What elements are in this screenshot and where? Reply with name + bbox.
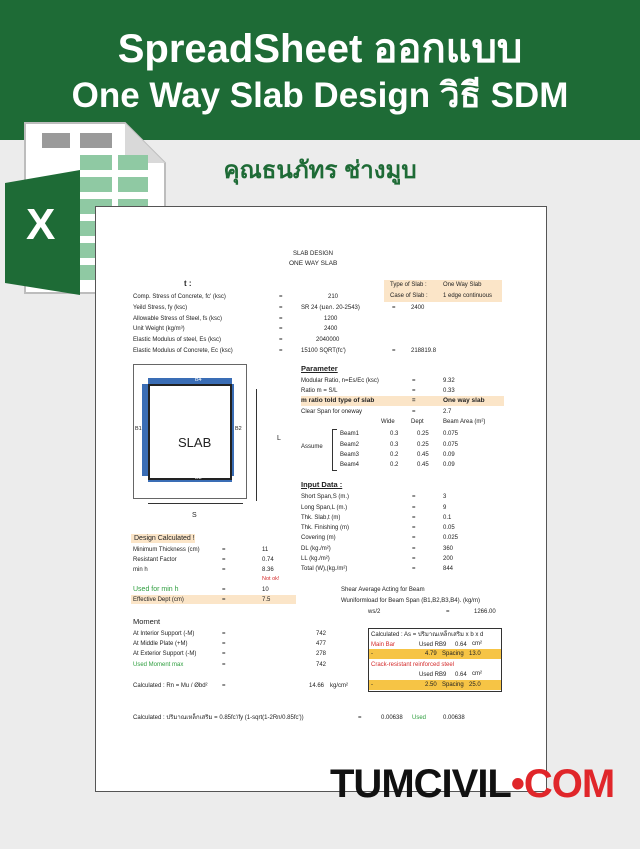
material-value: SR 24 (มอก. 20-2543) bbox=[301, 305, 360, 311]
type-of-slab-label: Type of Slab : bbox=[390, 282, 427, 288]
moment-label: Used Moment max bbox=[133, 662, 184, 668]
moment-eq: = bbox=[222, 631, 226, 637]
parameter-label: Ratio m = S/L bbox=[301, 388, 338, 394]
material-extra: 218819.8 bbox=[411, 348, 437, 354]
shear-ws2-value: 1266.00 bbox=[474, 609, 496, 615]
rho-eq: = bbox=[358, 715, 362, 721]
shear-ws2-eq: = bbox=[446, 609, 450, 615]
input-eq: = bbox=[412, 515, 416, 521]
beam-row-area: 0.09 bbox=[443, 462, 455, 468]
material-eq: = bbox=[279, 305, 283, 311]
parameter-label: Modular Ratio, n=Es/Ec (ksc) bbox=[301, 378, 379, 384]
material-eq: = bbox=[279, 294, 283, 300]
material-value: 15100 SQRT(fc') bbox=[301, 348, 346, 354]
min-thickness-eq: = bbox=[222, 547, 226, 553]
b3-label: B3 bbox=[195, 475, 202, 481]
material-eq: = bbox=[279, 337, 283, 343]
main-spacing-value: 13.0 bbox=[469, 651, 481, 657]
doc-header2: ONE WAY SLAB bbox=[289, 260, 338, 267]
material-label: Allowable Stress of Steel, fs (ksc) bbox=[133, 316, 223, 322]
shear-ws2-label: ws/2 bbox=[368, 609, 381, 615]
beam-row-name: Beam1 bbox=[340, 431, 360, 437]
input-eq: = bbox=[412, 566, 416, 572]
parameter-value: One way slab bbox=[443, 397, 485, 404]
slab-panel bbox=[148, 384, 232, 480]
beam-row-name: Beam3 bbox=[340, 452, 360, 458]
input-eq: = bbox=[412, 535, 416, 541]
moment-title: Moment bbox=[133, 617, 161, 626]
author-name: คุณธนภัทร ช่างมูบ bbox=[223, 157, 417, 184]
banner-title-line2: One Way Slab Design วิธี SDM bbox=[71, 76, 569, 115]
input-value: 0.025 bbox=[443, 535, 459, 541]
crack-as-value: 2.50 bbox=[425, 682, 437, 688]
min-h-eq: = bbox=[222, 567, 226, 573]
material-extra: 2400 bbox=[411, 305, 425, 311]
case-of-slab-value: 1 edge continuous bbox=[443, 293, 493, 299]
moment-value: 278 bbox=[316, 651, 327, 657]
main-dash: - bbox=[371, 651, 373, 657]
input-eq: = bbox=[412, 494, 416, 500]
min-h-value: 8.36 bbox=[262, 567, 274, 573]
tumcivil-logo bbox=[330, 762, 614, 807]
rn-eq: = bbox=[222, 683, 226, 689]
crack-used-rb9: Used RB9 bbox=[419, 672, 447, 678]
moment-eq: = bbox=[222, 641, 226, 647]
beam-row-name: Beam4 bbox=[340, 462, 360, 468]
effective-dept-label: Effective Dept (cm) bbox=[133, 597, 184, 603]
beam-row-dept: 0.45 bbox=[417, 462, 429, 468]
material-label: Elastic Modulus of steel, Es (ksc) bbox=[133, 337, 222, 343]
crack-rb9-area: 0.64 bbox=[455, 672, 467, 678]
parameter-label: m ratio told type of slab bbox=[301, 397, 375, 404]
beam-row-dept: 0.45 bbox=[417, 452, 429, 458]
shear-line2: Wuniformload for Beam Span (B1,B2,B3,B4). (kg/m) bbox=[341, 598, 480, 604]
doc-header1: SLAB DESIGN bbox=[293, 251, 334, 257]
dim-l-label: L bbox=[277, 435, 281, 442]
main-as-value: 4.79 bbox=[425, 651, 437, 657]
beam-row-wide: 0.2 bbox=[390, 462, 399, 468]
beam-row-area: 0.075 bbox=[443, 442, 459, 448]
type-of-slab-value: One Way Slab bbox=[443, 282, 482, 288]
input-eq: = bbox=[412, 546, 416, 552]
case-of-slab-label: Case of Slab : bbox=[390, 293, 428, 299]
banner-title-line1: SpreadSheet ออกแบบ bbox=[117, 27, 523, 71]
beam-row-wide: 0.2 bbox=[390, 452, 399, 458]
resistant-factor-eq: = bbox=[222, 557, 226, 563]
beam-row-wide: 0.3 bbox=[390, 431, 399, 437]
material-label: Comp. Stress of Concrete, fc' (ksc) bbox=[133, 294, 226, 300]
beam-row-area: 0.09 bbox=[443, 452, 455, 458]
input-label: Covering (m) bbox=[301, 535, 336, 541]
parameter-title: Parameter bbox=[301, 364, 338, 373]
input-label: LL (kg./m²) bbox=[301, 556, 330, 562]
input-eq: = bbox=[412, 505, 416, 511]
dim-line-l bbox=[256, 389, 257, 501]
rho-label: Calculated : ปริมาณเหล็กเสริม = 0.85fc'/fy (1-sqrt(1-2Rn/0.85fc')) bbox=[133, 715, 304, 721]
crack-dash: - bbox=[371, 682, 373, 688]
rho-used-label: Used bbox=[412, 715, 427, 721]
as-formula: Calculated : As = ปริมาณเหล็กเสริม x b x d bbox=[371, 632, 484, 638]
input-value: 0.1 bbox=[443, 515, 452, 521]
dim-s-label: S bbox=[192, 512, 197, 519]
rn-value: 14.66 bbox=[309, 683, 325, 689]
rho-value: 0.00638 bbox=[381, 715, 403, 721]
material-extra-eq: = bbox=[392, 348, 396, 354]
dim-line-s bbox=[148, 503, 243, 504]
input-label: DL (kg./m²) bbox=[301, 546, 331, 552]
spreadsheet-document bbox=[95, 206, 547, 792]
input-value: 200 bbox=[443, 556, 454, 562]
main-rb9-area: 0.64 bbox=[455, 642, 467, 648]
input-value: 360 bbox=[443, 546, 454, 552]
beams-col-wide: Wide bbox=[381, 419, 395, 425]
crack-area-unit: cm² bbox=[472, 671, 482, 677]
material-value: 1200 bbox=[324, 316, 338, 322]
resistant-factor-value: 0.74 bbox=[262, 557, 274, 563]
resistant-factor-label: Resistant Factor bbox=[133, 557, 177, 563]
beams-assume-label: Assume bbox=[301, 444, 323, 450]
material-label: Elastic Modulus of Concrete, Ec (ksc) bbox=[133, 348, 233, 354]
logo-right: COM bbox=[523, 762, 615, 806]
shear-line1: Shear Average Acting for Beam bbox=[341, 587, 425, 593]
input-title: Input Data : bbox=[301, 480, 343, 489]
used-min-h-value: 10 bbox=[262, 587, 269, 593]
b2-label: B2 bbox=[235, 426, 242, 432]
input-label: Thk. Finishing (m) bbox=[301, 525, 350, 531]
material-value: 2400 bbox=[324, 326, 338, 332]
beam-row-dept: 0.25 bbox=[417, 431, 429, 437]
moment-label: At Interior Support (-M) bbox=[133, 631, 195, 637]
input-value: 9 bbox=[443, 505, 447, 511]
logo-dot: • bbox=[510, 762, 524, 806]
beam-row-wide: 0.3 bbox=[390, 442, 399, 448]
min-thickness-label: Minimum Thickness (cm) bbox=[133, 547, 200, 553]
effective-dept-eq: = bbox=[222, 597, 226, 603]
beam-row-name: Beam2 bbox=[340, 442, 360, 448]
crack-label: Crack-resistant reinforced steel bbox=[371, 662, 455, 668]
input-label: Thk. Slab,t (m) bbox=[301, 515, 341, 521]
rho-used-value: 0.00638 bbox=[443, 715, 465, 721]
beams-col-dept: Dept bbox=[411, 419, 424, 425]
input-eq: = bbox=[412, 556, 416, 562]
input-eq: = bbox=[412, 525, 416, 531]
material-eq: = bbox=[279, 316, 283, 322]
beam-row-area: 0.075 bbox=[443, 431, 459, 437]
excel-icon-letter: X bbox=[26, 200, 56, 249]
main-area-unit: cm² bbox=[472, 641, 482, 647]
material-extra-eq: = bbox=[392, 305, 396, 311]
input-label: Total (W),(kg./m²) bbox=[301, 566, 348, 572]
slab-diagram bbox=[133, 364, 247, 499]
moment-label: At Exterior Support (-M) bbox=[133, 651, 197, 657]
moment-value: 477 bbox=[316, 641, 327, 647]
beam-row-dept: 0.25 bbox=[417, 442, 429, 448]
parameter-eq: = bbox=[412, 398, 416, 404]
input-value: 0.05 bbox=[443, 525, 455, 531]
input-value: 3 bbox=[443, 494, 447, 500]
material-eq: = bbox=[279, 348, 283, 354]
moment-eq: = bbox=[222, 662, 226, 668]
assume-bracket bbox=[332, 429, 337, 471]
material-value: 2040000 bbox=[316, 337, 340, 343]
material-label: Unit Weight (kg/m³) bbox=[133, 326, 185, 332]
crack-spacing-value: 25.0 bbox=[469, 682, 481, 688]
parameter-eq: = bbox=[412, 409, 416, 415]
input-label: Short Span,S (m.) bbox=[301, 494, 350, 500]
input-value: 844 bbox=[443, 566, 454, 572]
not-ok-flag: Not ok! bbox=[262, 576, 280, 582]
main-used-rb9: Used RB9 bbox=[419, 642, 447, 648]
material-value: 210 bbox=[328, 294, 339, 300]
b4-label: B4 bbox=[195, 377, 202, 383]
used-min-h-label: Used for min h bbox=[133, 586, 179, 593]
rn-label: Calculated : Rn = Mu / Øbd² bbox=[133, 683, 208, 689]
material-eq: = bbox=[279, 326, 283, 332]
input-label: Long Span,L (m.) bbox=[301, 505, 348, 511]
parameter-value: 0.33 bbox=[443, 388, 455, 394]
moment-value: 742 bbox=[316, 662, 327, 668]
steel-calculation-box bbox=[368, 628, 502, 692]
main-spacing-label: Spacing bbox=[442, 651, 464, 657]
b1-label: B1 bbox=[135, 426, 142, 432]
rn-unit: kg/cm² bbox=[330, 683, 348, 689]
moment-label: At Middle Plate (+M) bbox=[133, 641, 188, 647]
section-label: t : bbox=[184, 279, 192, 288]
min-h-label: min h bbox=[133, 567, 148, 573]
parameter-eq: = bbox=[412, 378, 416, 384]
used-min-h-eq: = bbox=[222, 587, 226, 593]
parameter-eq: = bbox=[412, 388, 416, 394]
parameter-value: 9.32 bbox=[443, 378, 455, 384]
moment-eq: = bbox=[222, 651, 226, 657]
slab-label: SLAB bbox=[178, 435, 212, 450]
beams-col-area: Beam Area (m²) bbox=[443, 419, 486, 425]
parameter-label: Clear Span for oneway bbox=[301, 409, 363, 415]
crack-spacing-label: Spacing bbox=[442, 682, 464, 688]
moment-value: 742 bbox=[316, 631, 327, 637]
main-bar-label: Main Bar bbox=[371, 642, 396, 648]
material-label: Yeild Stress, fy (ksc) bbox=[133, 305, 188, 311]
parameter-value: 2.7 bbox=[443, 409, 452, 415]
logo-left: TUMCIVIL bbox=[330, 762, 511, 806]
design-title: Design Calculated ! bbox=[134, 535, 195, 542]
min-thickness-value: 11 bbox=[262, 547, 269, 553]
effective-dept-value: 7.5 bbox=[262, 597, 271, 603]
